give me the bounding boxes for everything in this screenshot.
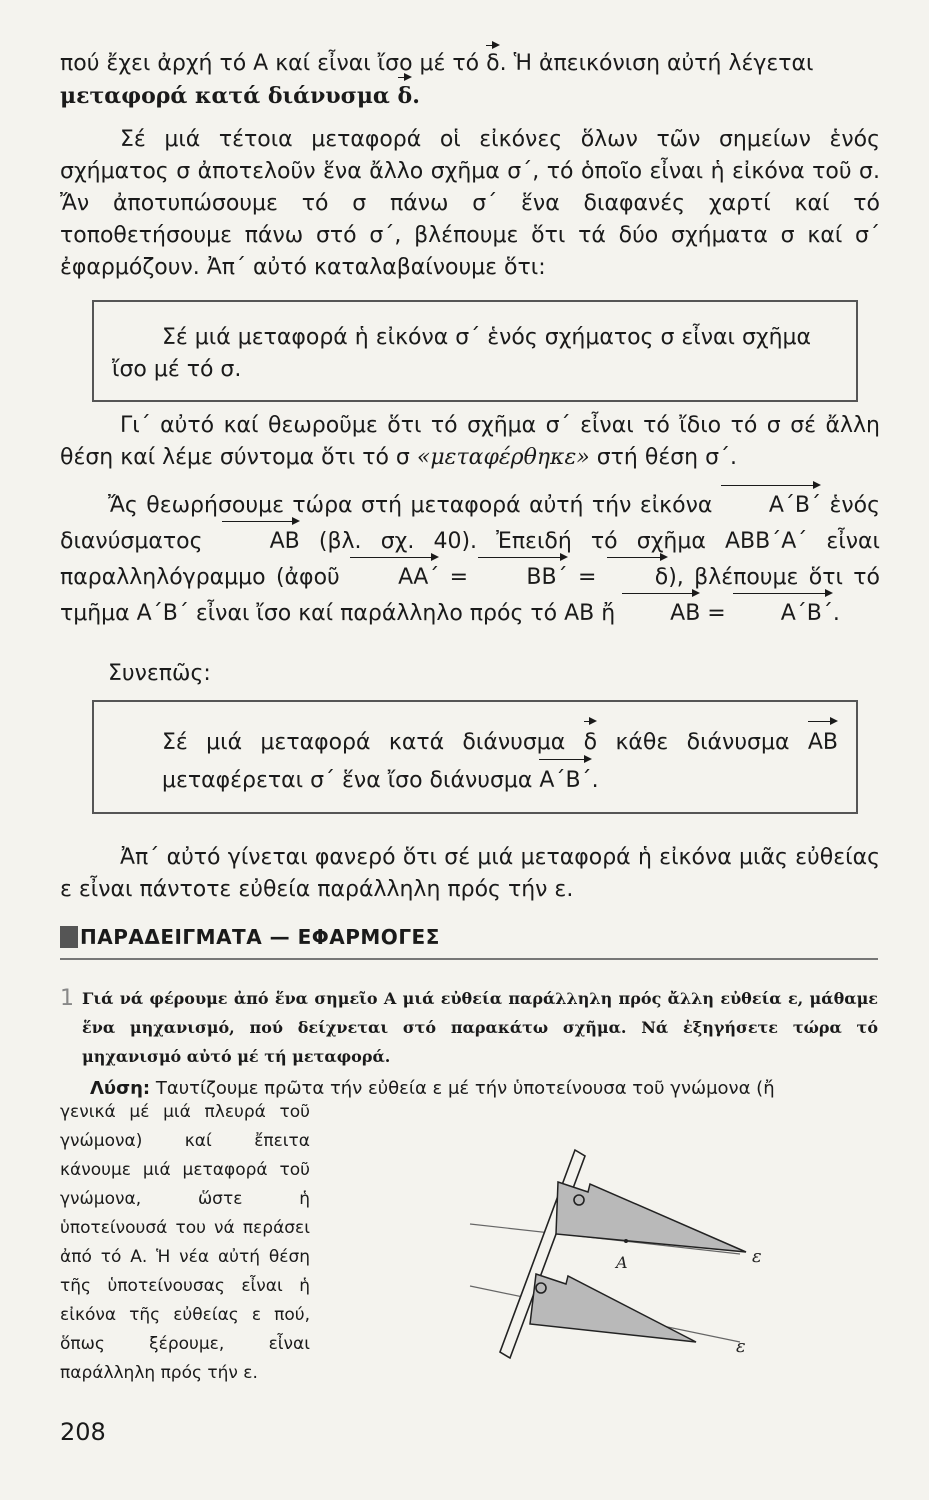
heading-rule	[60, 958, 878, 960]
vector-delta: δ	[486, 48, 499, 80]
solution-first-line: Λύση: Ταυτίζουμε πρῶτα τήν εὐθεία ε μέ τήν ὑποτείνουσα τοῦ γνώμονα (ἤ	[60, 1074, 878, 1103]
paragraph-moved-shape: Γι΄ αὐτό καί θεωροῦμε ὅτι τό σχῆμα σ΄ εἶναι τό ἴδιο τό σ σέ ἄλλη θέση καί λέμε σύντομα ὅτι τό σ «μεταφέρθηκε» στή θέση σ΄.	[60, 413, 880, 470]
solution-text: γενικά μέ μιά πλευρά τοῦ γνώμονα) καί ἔπειτα κάνουμε μιά μεταφορά τοῦ γνώμονα, ὥστε ἡ ὑποτείνουσά του νά περάσει ἀπό τό Α. Ἡ νέα αὐτή θέση τῆς ὑποτείνουσας εἶναι ἡ εἰκόνα τῆς εὐθείας ε πού, ὅπως ξέρουμε, εἶναι παράλληλη πρός τήν ε.	[60, 1102, 310, 1383]
paragraph-line-image: Ἀπ΄ αὐτό γίνεται φανερό ὅτι σέ μιά μεταφορά ἡ εἰκόνα μιᾶς εὐθείας ε εἶναι πάντοτε εὐθεία παράλληλη πρός τήν ε.	[60, 845, 880, 902]
label-consequently: Συνεπῶς:	[108, 661, 211, 686]
point-A	[624, 1239, 628, 1243]
example-number: 1	[60, 986, 74, 1011]
set-square-lower	[530, 1274, 696, 1342]
paragraph-translation-definition: πού ἔχει ἀρχή τό Α καί εἶναι ἴσο μέ τό δ. Ἡ ἀπεικόνιση αὐτή λέγεται μεταφορά κατά διάνυσμα δ.	[60, 48, 880, 113]
term-translation: μεταφορά κατά διάνυσμα δ.	[60, 83, 420, 109]
page-number: 208	[60, 1418, 106, 1446]
label-e-lower: ε	[736, 1336, 746, 1357]
solution-label: Λύση:	[90, 1078, 151, 1099]
label-e-upper: ε	[752, 1246, 762, 1267]
set-square-figure	[440, 1130, 800, 1410]
set-square-upper	[556, 1182, 746, 1252]
rule-box-1: Σέ μιά μεταφορά ἡ εἰκόνα σ΄ ἑνός σχήματος σ εἶναι σχῆμα ἴσο μέ τό σ.	[92, 300, 858, 402]
paragraph-image-of-shape: Σέ μιά τέτοια μεταφορά οἱ εἰκόνες ὅλων τῶν σημείων ἑνός σχήματος σ ἀποτελοῦν ἕνα ἄλλο σχῆμα σ΄, τό ὁποῖο εἶναι ἡ εἰκόνα τοῦ σ. Ἄν ἀποτυπώσουμε τό σ πάνω σ΄ ἕνα διαφανές χαρτί καί τό τοποθετήσουμε πάνω στό σ΄, βλέπουμε ὅτι τά δύο σχήματα σ καί σ΄ ἐφαρμόζουν. Ἀπ΄ αὐτό καταλαβαίνουμε ὅτι:	[60, 127, 880, 280]
label-A: A	[616, 1253, 628, 1272]
section-heading: ΠΑΡΑΔΕΙΓΜΑΤΑ — ΕΦΑΡΜΟΓΕΣ	[60, 922, 878, 960]
example-statement: Γιά νά φέρουμε ἀπό ἕνα σημεῖο Α μιά εὐθεία παράλληλη πρός ἄλλη εὐθεία ε, μάθαμε ἕνα μηχανισμό, πού δείχνεται στό παρακάτω σχῆμα. Νά ἐξηγήσετε τώρα τό μηχανισμό αὐτό μέ τή μεταφορά.	[82, 989, 878, 1066]
paragraph-vector-image: Ἄς θεωρήσουμε τώρα στή μεταφορά αὐτή τήν εἰκόνα Α΄Β΄ ἑνός διανύσματος ΑΒ (βλ. σχ. 40). Ἐπειδή τό σχῆμα ΑΒΒ΄Α΄ εἶναι παραλληλόγραμμο (ἀφοῦ ΑΑ΄ = ΒΒ΄ = δ), βλέπουμε ὅτι τό τμῆμα Α΄Β΄ εἶναι ἴσο καί παράλληλο πρός τό ΑΒ ἤ ΑΒ = Α΄Β΄.	[60, 488, 880, 632]
heading-square-icon	[60, 926, 78, 948]
rule-box-2: Σέ μιά μεταφορά κατά διάνυσμα δ κάθε διάνυσμα ΑΒ μεταφέρεται σ΄ ἕνα ἴσο διάνυσμα Α΄Β΄.	[92, 700, 858, 814]
